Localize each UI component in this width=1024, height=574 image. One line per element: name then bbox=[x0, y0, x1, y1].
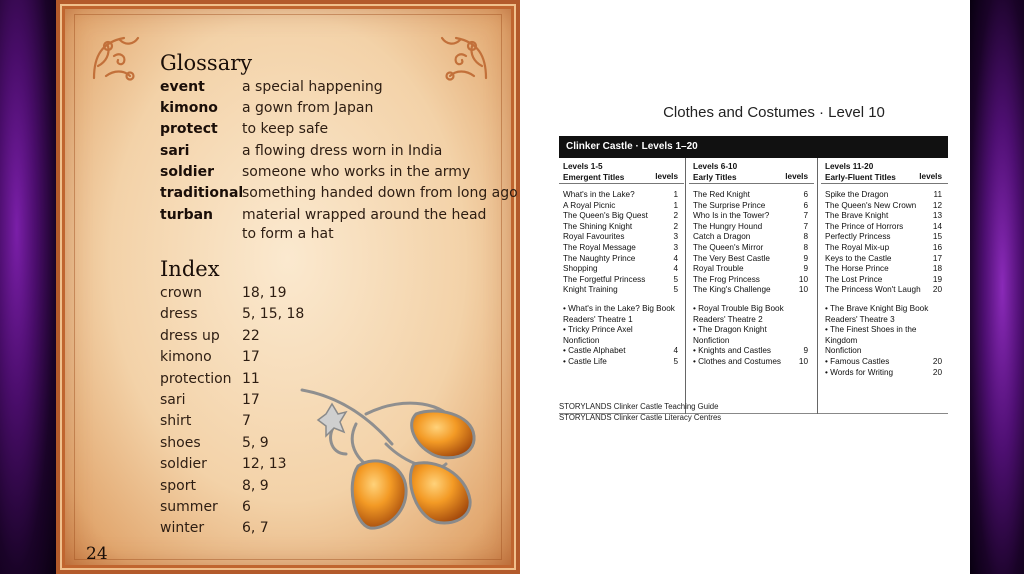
title-row bbox=[821, 211, 948, 222]
extra-row bbox=[821, 325, 948, 336]
corner-flourish-icon bbox=[84, 26, 148, 90]
title-name: Perfectly Princess bbox=[825, 232, 891, 242]
column-levels-1-5 bbox=[559, 158, 684, 414]
title-row bbox=[821, 254, 948, 265]
index-heading: Index bbox=[160, 257, 220, 281]
title-row bbox=[559, 222, 684, 233]
title-name: The Princess Won't Laugh bbox=[825, 285, 921, 295]
title-name: The Surprise Prince bbox=[693, 200, 766, 210]
levels-table-body bbox=[559, 158, 948, 414]
index-entry bbox=[160, 454, 287, 475]
index-entry bbox=[160, 476, 269, 497]
extra-text: Nonfiction bbox=[693, 335, 730, 345]
title-row bbox=[689, 201, 814, 212]
title-level: 15 bbox=[932, 232, 942, 242]
glossary-term: turban bbox=[160, 207, 213, 223]
index-term: crown bbox=[160, 285, 203, 301]
extra-row bbox=[559, 357, 684, 368]
amber-brooch-icon bbox=[296, 384, 496, 544]
index-pages: 6, 7 bbox=[242, 520, 269, 536]
extra-text: • What's in the Lake? Big Book bbox=[563, 303, 675, 313]
title-level: 6 bbox=[803, 190, 808, 199]
title-name: The Hungry Hound bbox=[693, 221, 763, 231]
index-entry bbox=[160, 283, 287, 304]
footnote-line: STORYLANDS Clinker Castle Teaching Guide bbox=[559, 402, 719, 411]
index-pages: 7 bbox=[242, 413, 251, 429]
title-name: The Royal Message bbox=[563, 242, 636, 252]
title-level: 1 bbox=[673, 200, 678, 210]
extra-text: Nonfiction bbox=[563, 335, 600, 345]
glossary-entry bbox=[160, 98, 373, 119]
extra-text: • Royal Trouble Big Book bbox=[693, 303, 784, 313]
title-row bbox=[821, 201, 948, 212]
title-name: Shopping bbox=[563, 264, 598, 274]
glossary-term: soldier bbox=[160, 164, 214, 180]
glossary-definition: to keep safe bbox=[242, 121, 329, 137]
index-term: winter bbox=[160, 520, 205, 536]
extra-row bbox=[821, 346, 948, 357]
title-row bbox=[821, 232, 948, 243]
extra-row bbox=[689, 357, 814, 368]
extra-text: • The Finest Shoes in the bbox=[825, 325, 917, 335]
levels-table bbox=[559, 136, 948, 414]
title-row bbox=[821, 222, 948, 233]
title-level: 12 bbox=[932, 200, 942, 210]
title-level: 4 bbox=[673, 264, 678, 274]
title-row bbox=[689, 232, 814, 243]
title-name: The King's Challenge bbox=[693, 285, 771, 295]
index-entry bbox=[160, 347, 260, 368]
title-level: 1 bbox=[673, 190, 678, 199]
extra-row bbox=[821, 336, 948, 347]
title-row bbox=[821, 264, 948, 275]
title-level: 2 bbox=[673, 221, 678, 231]
footnote-line: STORYLANDS Clinker Castle Literacy Centres bbox=[559, 412, 722, 422]
title-name: The Royal Mix-up bbox=[825, 242, 890, 252]
title-level: 7 bbox=[803, 211, 808, 221]
index-entry bbox=[160, 411, 251, 432]
title-level: 6 bbox=[803, 200, 808, 210]
extra-text: Readers' Theatre 1 bbox=[563, 314, 633, 324]
index-pages: 12, 13 bbox=[242, 456, 287, 472]
extra-level: 9 bbox=[803, 346, 808, 356]
extra-text: • Knights and Castles bbox=[693, 346, 771, 356]
title-level: 13 bbox=[932, 211, 942, 221]
column-divider bbox=[685, 158, 686, 414]
index-entry bbox=[160, 518, 269, 539]
glossary-entry bbox=[160, 141, 442, 162]
index-entry bbox=[160, 433, 269, 454]
column-heading-category: Early Titles bbox=[693, 172, 737, 182]
extra-level: 20 bbox=[932, 356, 942, 366]
purple-satin-background-right bbox=[970, 0, 1024, 574]
index-pages: 18, 19 bbox=[242, 285, 287, 301]
title-row bbox=[689, 190, 814, 201]
title-row bbox=[559, 254, 684, 265]
title-row bbox=[821, 275, 948, 286]
index-pages: 11 bbox=[242, 371, 260, 387]
column-heading-range: Levels 1-5 bbox=[563, 162, 603, 171]
glossary-entry bbox=[160, 119, 328, 140]
title-name: Catch a Dragon bbox=[693, 232, 751, 242]
title-level: 2 bbox=[673, 211, 678, 221]
index-pages: 6 bbox=[242, 499, 251, 515]
glossary-term: traditional bbox=[160, 185, 244, 201]
extra-text: • Tricky Prince Axel bbox=[563, 325, 633, 335]
column-levels-6-10 bbox=[689, 158, 814, 414]
title-level: 4 bbox=[673, 253, 678, 263]
index-pages: 17 bbox=[242, 349, 260, 365]
glossary-definition: a flowing dress worn in India bbox=[242, 143, 443, 159]
glossary-entry bbox=[160, 205, 486, 226]
extra-row bbox=[821, 315, 948, 326]
extra-text: Nonfiction bbox=[825, 346, 862, 356]
extra-row bbox=[689, 325, 814, 336]
column-heading bbox=[821, 158, 948, 184]
glossary-term: event bbox=[160, 79, 205, 95]
title-name: Spike the Dragon bbox=[825, 190, 889, 199]
title-level: 9 bbox=[803, 264, 808, 274]
title-level: 14 bbox=[932, 221, 942, 231]
title-level: 8 bbox=[803, 242, 808, 252]
extra-row bbox=[689, 336, 814, 347]
index-entry bbox=[160, 390, 260, 411]
title-level: 16 bbox=[932, 242, 942, 252]
extra-row bbox=[689, 346, 814, 357]
column-heading-category: Emergent Titles bbox=[563, 172, 625, 182]
extra-text: Readers' Theatre 3 bbox=[825, 314, 895, 324]
extra-level: 5 bbox=[673, 356, 678, 366]
table-footnotes bbox=[559, 402, 721, 423]
extra-row bbox=[559, 325, 684, 336]
glossary-entry bbox=[160, 224, 334, 245]
index-pages: 5, 15, 18 bbox=[242, 306, 305, 322]
title-name: Keys to the Castle bbox=[825, 253, 892, 263]
index-entry bbox=[160, 369, 260, 390]
glossary-entry bbox=[160, 77, 383, 98]
title-row bbox=[821, 243, 948, 254]
column-heading-range: Levels 11-20 bbox=[825, 162, 874, 171]
index-term: kimono bbox=[160, 349, 212, 365]
extra-text: • Clothes and Costumes bbox=[693, 356, 781, 366]
extra-row bbox=[559, 336, 684, 347]
extra-row bbox=[559, 315, 684, 326]
title-level: 20 bbox=[932, 285, 942, 295]
purple-satin-background-left bbox=[0, 0, 56, 574]
index-entry bbox=[160, 304, 304, 325]
title-name: The Horse Prince bbox=[825, 264, 889, 274]
column-heading-category: Early-Fluent Titles bbox=[825, 172, 896, 182]
glossary-term: kimono bbox=[160, 100, 218, 116]
column-levels-label: levels bbox=[919, 172, 942, 181]
title-row bbox=[559, 211, 684, 222]
title-level: 10 bbox=[798, 274, 808, 284]
title-level: 5 bbox=[673, 285, 678, 295]
title-row bbox=[689, 254, 814, 265]
title-row bbox=[689, 264, 814, 275]
title-name: Royal Trouble bbox=[693, 264, 744, 274]
title-level: 5 bbox=[673, 274, 678, 284]
extra-level: 10 bbox=[798, 356, 808, 366]
title-row bbox=[559, 232, 684, 243]
title-row bbox=[689, 243, 814, 254]
title-row bbox=[689, 211, 814, 222]
title-name: A Royal Picnic bbox=[563, 200, 616, 210]
extra-row bbox=[821, 304, 948, 315]
levels-table-header: Clinker Castle · Levels 1–20 bbox=[559, 136, 948, 158]
title-row bbox=[559, 285, 684, 296]
title-level: 7 bbox=[803, 221, 808, 231]
index-entry bbox=[160, 497, 251, 518]
title-row bbox=[559, 201, 684, 212]
index-pages: 22 bbox=[242, 328, 260, 344]
index-term: dress bbox=[160, 306, 198, 322]
extra-row bbox=[559, 304, 684, 315]
index-term: summer bbox=[160, 499, 218, 515]
extra-text: • Famous Castles bbox=[825, 356, 890, 366]
extra-row bbox=[821, 368, 948, 379]
extra-level: 20 bbox=[932, 367, 942, 377]
title-name: The Frog Princess bbox=[693, 274, 760, 284]
title-row bbox=[821, 285, 948, 296]
title-row bbox=[689, 222, 814, 233]
glossary-definition: material wrapped around the head bbox=[242, 207, 487, 223]
title-name: The Very Best Castle bbox=[693, 253, 770, 263]
index-term: sport bbox=[160, 478, 196, 494]
column-levels-label: levels bbox=[655, 172, 678, 181]
title-name: The Red Knight bbox=[693, 190, 750, 199]
extra-text: • Castle Life bbox=[563, 356, 607, 366]
glossary-definition: to form a hat bbox=[242, 226, 334, 242]
title-name: The Queen's New Crown bbox=[825, 200, 917, 210]
column-heading bbox=[559, 158, 684, 184]
title-name: The Naughty Prince bbox=[563, 253, 636, 263]
slide bbox=[56, 0, 970, 574]
title-level: 17 bbox=[932, 253, 942, 263]
extra-row bbox=[821, 357, 948, 368]
extra-text: • The Brave Knight Big Book bbox=[825, 303, 929, 313]
extra-row bbox=[689, 304, 814, 315]
extra-row bbox=[689, 315, 814, 326]
title-row bbox=[689, 285, 814, 296]
extra-level: 4 bbox=[673, 346, 678, 356]
page-number: 24 bbox=[86, 544, 108, 564]
glossary-definition: a special happening bbox=[242, 79, 383, 95]
title-row bbox=[559, 243, 684, 254]
title-name: Knight Training bbox=[563, 285, 618, 295]
extra-text: • Castle Alphabet bbox=[563, 346, 626, 356]
index-term: sari bbox=[160, 392, 186, 408]
extra-text: • Words for Writing bbox=[825, 367, 894, 377]
column-levels-11-20 bbox=[821, 158, 948, 414]
index-pages: 8, 9 bbox=[242, 478, 269, 494]
index-term: shoes bbox=[160, 435, 201, 451]
extra-text: Readers' Theatre 2 bbox=[693, 314, 763, 324]
title-level: 11 bbox=[933, 190, 942, 199]
extra-text: • The Dragon Knight bbox=[693, 325, 767, 335]
title-name: The Shining Knight bbox=[563, 221, 633, 231]
corner-flourish-icon bbox=[432, 26, 496, 90]
title-name: What's in the Lake? bbox=[563, 190, 635, 199]
title-level: 3 bbox=[673, 242, 678, 252]
title-name: Who Is in the Tower? bbox=[693, 211, 770, 221]
column-heading bbox=[689, 158, 814, 184]
title-row bbox=[559, 275, 684, 286]
title-row bbox=[821, 190, 948, 201]
index-term: soldier bbox=[160, 456, 207, 472]
glossary-heading: Glossary bbox=[160, 51, 253, 75]
glossary-term: protect bbox=[160, 121, 218, 137]
title-name: The Forgetful Princess bbox=[563, 274, 646, 284]
title-name: The Brave Knight bbox=[825, 211, 889, 221]
index-term: shirt bbox=[160, 413, 192, 429]
glossary-entry bbox=[160, 183, 518, 204]
glossary-entry bbox=[160, 162, 470, 183]
title-level: 3 bbox=[673, 232, 678, 242]
column-divider bbox=[817, 158, 818, 414]
title-name: Royal Favourites bbox=[563, 232, 625, 242]
title-level: 19 bbox=[932, 274, 942, 284]
index-pages: 5, 9 bbox=[242, 435, 269, 451]
title-name: The Queen's Big Quest bbox=[563, 211, 648, 221]
extra-row bbox=[559, 346, 684, 357]
title-row bbox=[559, 190, 684, 201]
glossary-definition: someone who works in the army bbox=[242, 164, 471, 180]
index-entry bbox=[160, 326, 260, 347]
title-name: The Lost Prince bbox=[825, 274, 883, 284]
title-row bbox=[559, 264, 684, 275]
title-name: The Prince of Horrors bbox=[825, 221, 904, 231]
title-level: 8 bbox=[803, 232, 808, 242]
index-pages: 17 bbox=[242, 392, 260, 408]
column-heading-range: Levels 6-10 bbox=[693, 162, 738, 171]
title-level: 10 bbox=[798, 285, 808, 295]
index-term: protection bbox=[160, 371, 232, 387]
book-page bbox=[56, 0, 520, 574]
glossary-term: sari bbox=[160, 143, 190, 159]
title-name: The Queen's Mirror bbox=[693, 242, 764, 252]
index-term: dress up bbox=[160, 328, 220, 344]
glossary-definition: a gown from Japan bbox=[242, 100, 374, 116]
title-level: 18 bbox=[932, 264, 942, 274]
levels-chart-title: Clothes and Costumes · Level 10 bbox=[663, 104, 885, 121]
title-level: 9 bbox=[803, 253, 808, 263]
glossary-definition: something handed down from long ago bbox=[242, 185, 518, 201]
column-levels-label: levels bbox=[785, 172, 808, 181]
extra-text: Kingdom bbox=[825, 335, 858, 345]
title-row bbox=[689, 275, 814, 286]
